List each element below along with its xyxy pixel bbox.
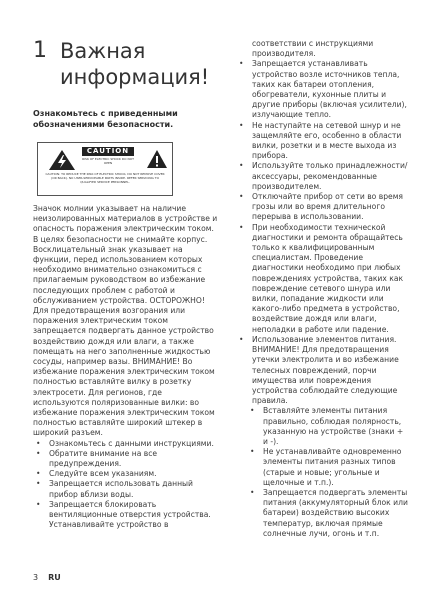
list-item: • Запрещается блокировать вентиляционные отверстия устройства. Устанавливайте устройство в (33, 500, 218, 531)
lightning-warning-icon (48, 149, 76, 171)
list-item: • Используйте только принадлежности/аксессуары, рекомендованные производителем. (236, 161, 408, 192)
list-item: • Не наступайте на сетевой шнур и не защемляйте его, особенно в области вилки, розетки и в месте выхода из прибора. (236, 121, 408, 162)
intro-text: Ознакомьтесь с приведенными обозначениями безопасности. (33, 109, 178, 129)
list-item: • Запрещается использовать данный прибор вблизи воды. (33, 479, 218, 499)
page-number: 3 (33, 573, 39, 582)
chapter-heading (33, 38, 218, 90)
continued-text: соответствии с инструкциями производителя. (252, 39, 374, 59)
caution-label (37, 142, 173, 196)
right-column (236, 39, 408, 539)
language-code: RU (48, 573, 61, 582)
sub-list-item: • Вставляйте элементы питания правильно, соблюдая полярность, указанную на устройстве (знаки + и -). (236, 406, 408, 447)
caution-fine-print: CAUTION: TO REDUCE THE RISK OF ELECTRIC SHOCK, DO NOT REMOVE COVER (OR BACK). NO USER-SERVICEABLE PARTS INSIDE. REFER SERVICING TO QUALIFIED SERVICE PERSONNEL. (45, 172, 165, 184)
list-item: • Ознакомьтесь с данными инструкциями. (33, 439, 218, 449)
list-item: • При необходимости технической диагностики и ремонта обращайтесь только к квалифицированным специалистам. Проведение диагностики необходимо при любых повреждениях устройства, таких как повреждение сетевого шнура или вилки, попадание жидкости или какого-либо предмета в устройство, воздействие дождя или влаги, неполадки в работе или падение. (236, 223, 408, 335)
right-bullet-list (236, 59, 408, 406)
list-item: • Следуйте всем указаниям. (33, 469, 218, 479)
chapter-title: Важная информация! (60, 39, 210, 89)
battery-sub-list (236, 406, 408, 539)
safety-body-text: Значок молнии указывает на наличие неизолированных материалов в устройстве и опасность поражения электрическим током. В целях безопасности не снимайте корпус. Восклицательный знак указывает на функции, перед использованием которых необходимо внимательно ознакомиться с прилагаемым руководством во избежание последующих проблем с работой и обслуживанием устройства. ОСТОРОЖНО! Для предотвращения возгорания или поражения электрическим током запрещается подвергать данное устройство воздействию дождя или влаги, а также помещать на него заполненные жидкостью сосуды, например вазы. ВНИМАНИЕ! Во избежание поражения электрическим током полностью вставляйте вилку в розетку электросети. Для регионов, где используются поляризованные вилки: во избежание поражения электрическим током полностью вставляйте широкий штекер в широкий разъем. (33, 204, 218, 438)
left-bullet-list (33, 439, 218, 531)
caution-title: CAUTION (82, 147, 134, 156)
list-item: • Отключайте прибор от сети во время грозы или во время длительного перерыва в использовании. (236, 192, 408, 223)
list-item: • Использование элементов питания. ВНИМАНИЕ! Для предотвращения утечки электролита и во избежание телесных повреждений, порчи имущества или повреждения устройства соблюдайте следующие правила. (236, 335, 408, 406)
caution-subtitle: RISK OF ELECTRIC SHOCK DO NOT OPEN (82, 157, 134, 165)
list-item: • Обратите внимание на все предупреждения. (33, 449, 218, 469)
exclamation-warning-icon (146, 149, 168, 169)
left-column (33, 38, 218, 531)
list-item: • Запрещается устанавливать устройство возле источников тепла, таких как батареи отопления, обогреватели, кухонные плиты и другие приборы (включая усилители), излучающие тепло. (236, 59, 408, 120)
sub-list-item: • Запрещается подвергать элементы питания (аккумуляторный блок или батареи) воздействию высоких температур, включая прямые солнечные лучи, огонь и т.п. (236, 488, 408, 539)
sub-list-item: • Не устанавливайте одновременно элементы питания разных типов (старые и новые; угольные и щелочные и т.п.). (236, 447, 408, 488)
chapter-number: 1 (33, 38, 47, 63)
page-footer (33, 573, 61, 582)
